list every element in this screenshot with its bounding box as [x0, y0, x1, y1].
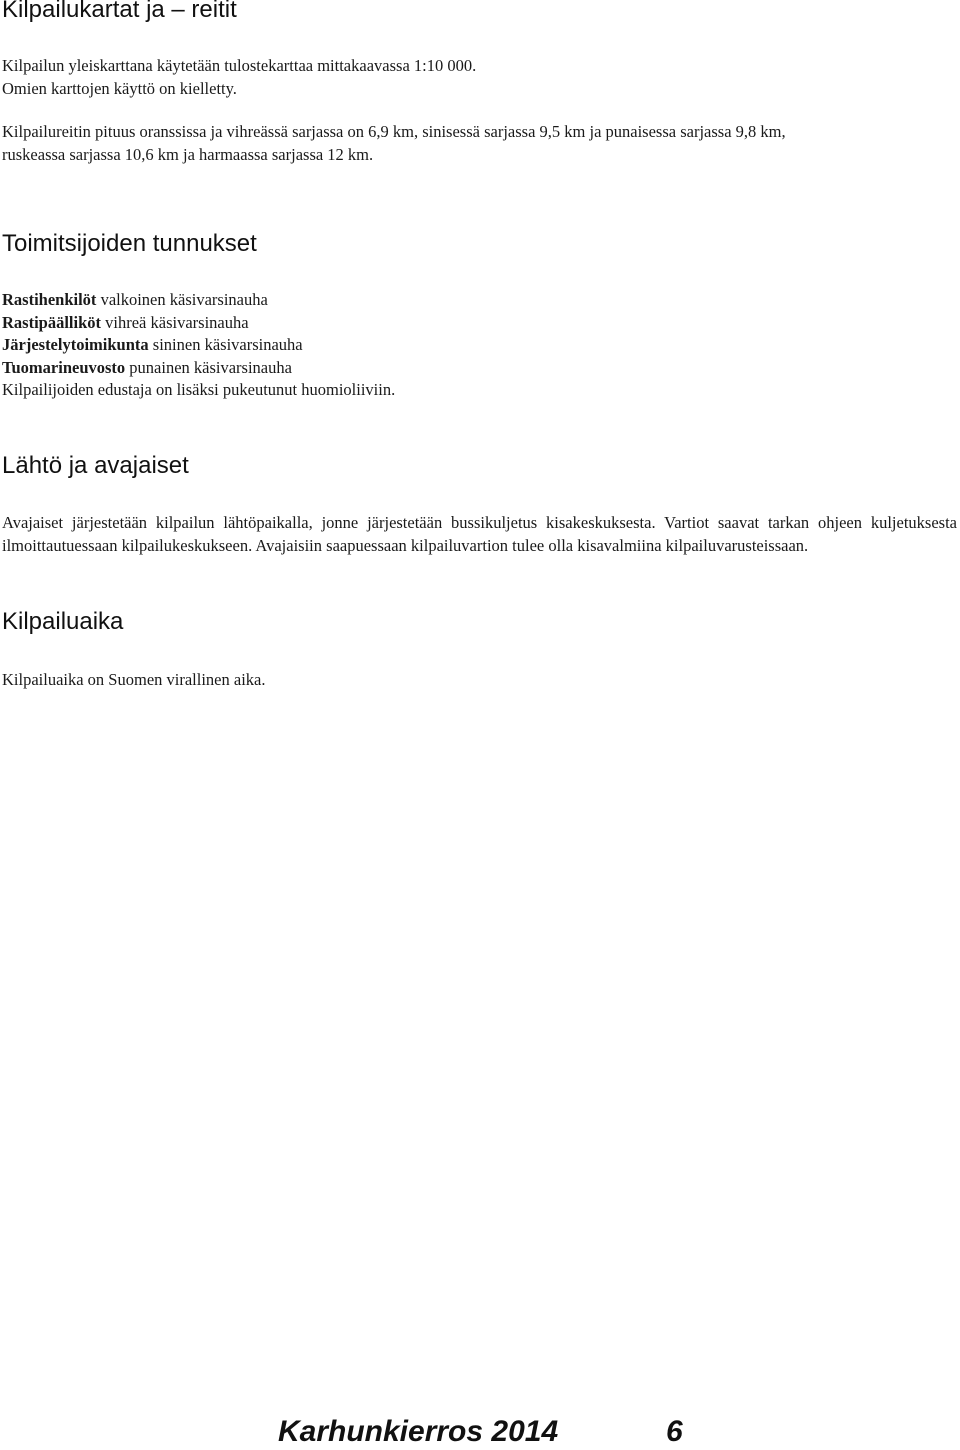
- paragraph-sentence: Avajaiset järjestetään kilpailun lähtöpaikalla, jonne järjestetään bussikuljetus kisakeskuksesta.: [2, 513, 656, 532]
- paragraph-route-lengths: [2, 121, 786, 166]
- paragraph-line: Kilpailureitin pituus oranssissa ja vihreässä sarjassa on 6,9 km, sinisessä sarjassa 9,5 km ja punaisessa sarjassa 9,8 km,: [2, 122, 786, 141]
- footer-title: Karhunkierros 2014: [278, 1415, 559, 1448]
- section-heading-toimitsijoiden-tunnukset: Toimitsijoiden tunnukset: [2, 230, 257, 257]
- badge-role: Rastihenkilöt: [2, 290, 97, 309]
- paragraph-sentence: Vartiot saavat tarkan ohjeen kuljetuksesta ilmoittautuessaan kilpailukeskukseen.: [2, 513, 957, 555]
- badge-description: punainen käsivarsinauha: [129, 357, 292, 377]
- badge-role: Järjestelytoimikunta: [2, 335, 149, 354]
- paragraph-map-info: [2, 55, 476, 100]
- paragraph-line: Kilpailuaika on Suomen virallinen aika.: [2, 670, 266, 689]
- section-heading-kilpailuaika: Kilpailuaika: [2, 608, 124, 635]
- badge-role: Rastipäälliköt: [2, 312, 102, 332]
- section-heading-kilpailukartat: Kilpailukartat ja – reitit: [2, 0, 237, 23]
- page-number: 6: [666, 1415, 683, 1448]
- official-badges-list: [2, 289, 395, 402]
- section-heading-lahto-ja-avajaiset: Lähtö ja avajaiset: [2, 452, 189, 479]
- paragraph-opening-ceremony: [2, 512, 957, 557]
- page-footer: [278, 1414, 683, 1450]
- paragraph-line: Omien karttojen käyttö on kielletty.: [2, 78, 237, 98]
- badge-item: [2, 312, 395, 335]
- badge-description: vihreä käsivarsinauha: [105, 312, 249, 332]
- badge-role: Tuomarineuvosto: [2, 357, 126, 377]
- paragraph-competition-time: [2, 669, 265, 692]
- badge-description: valkoinen käsivarsinauha: [100, 290, 268, 309]
- badge-item: [2, 334, 395, 357]
- badge-note: Kilpailijoiden edustaja on lisäksi pukeutunut huomioliiviin.: [2, 380, 396, 399]
- badge-item: [2, 357, 395, 380]
- paragraph-line: Kilpailun yleiskarttana käytetään tulostekarttaa mittakaavassa 1:10 000.: [2, 56, 477, 75]
- badge-item: [2, 289, 395, 312]
- paragraph-sentence: Avajaisiin saapuessaan kilpailuvartion tulee olla kisavalmiina kilpailuvarusteissaan.: [255, 535, 809, 555]
- badge-description: sininen käsivarsinauha: [152, 335, 303, 354]
- paragraph-line: ruskeassa sarjassa 10,6 km ja harmaassa sarjassa 12 km.: [2, 144, 374, 164]
